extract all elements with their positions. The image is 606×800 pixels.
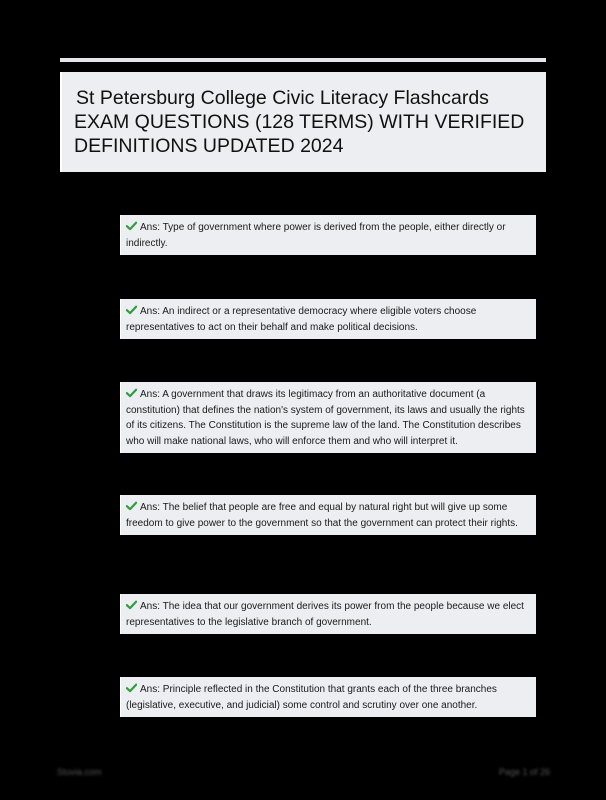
document-title bbox=[60, 72, 546, 172]
answer-text: The idea that our government derives its power from the people because we elect representatives to the legislative branch of government. bbox=[126, 601, 524, 628]
checkmark-icon bbox=[126, 600, 137, 610]
answer-card-4 bbox=[120, 495, 536, 535]
title-line-1: St Petersburg College Civic Literacy Flashcards bbox=[76, 87, 489, 109]
answer-text: An indirect or a representative democracy where eligible voters choose representatives to act on their behalf and make political decisions. bbox=[126, 306, 477, 333]
answer-prefix: Ans: bbox=[140, 389, 161, 400]
answer-prefix: Ans: bbox=[140, 306, 161, 317]
footer-page-number: Page 1 of 26 bbox=[498, 767, 550, 777]
answer-prefix: Ans: bbox=[140, 502, 161, 513]
checkmark-icon bbox=[126, 388, 137, 398]
answer-text: The belief that people are free and equal by natural right but will give up some freedom to give power to the government so that the government can protect their rights. bbox=[126, 502, 518, 529]
checkmark-icon bbox=[126, 501, 137, 511]
answer-card-6 bbox=[120, 677, 536, 717]
answer-text: Type of government where power is derived from the people, either directly or indirectly. bbox=[126, 222, 506, 249]
answer-prefix: Ans: bbox=[140, 222, 161, 233]
footer-site-label: Stuvia.com bbox=[57, 767, 102, 777]
title-line-2: EXAM QUESTIONS (128 TERMS) WITH VERIFIED bbox=[74, 111, 525, 133]
answer-card-3 bbox=[120, 382, 536, 453]
answer-card-5 bbox=[120, 594, 536, 634]
answer-card-1 bbox=[120, 215, 536, 255]
title-line-3: DEFINITIONS UPDATED 2024 bbox=[74, 135, 344, 157]
checkmark-icon bbox=[126, 305, 137, 315]
answer-text: A government that draws its legitimacy from an authoritative document (a constitution) that defines the nation's system of government, its laws and usually the rights of its citizens. The Constitution is the supreme law of the land. The Constitution describes who will make national laws, who will enforce them and who will interpret it. bbox=[126, 389, 525, 447]
top-divider bbox=[60, 58, 546, 62]
answer-prefix: Ans: bbox=[140, 601, 161, 612]
checkmark-icon bbox=[126, 683, 137, 693]
checkmark-icon bbox=[126, 221, 137, 231]
answer-text: Principle reflected in the Constitution that grants each of the three branches (legislative, executive, and judicial) some control and scrutiny over one another. bbox=[126, 684, 497, 711]
answer-card-2 bbox=[120, 299, 536, 339]
answer-prefix: Ans: bbox=[140, 684, 161, 695]
